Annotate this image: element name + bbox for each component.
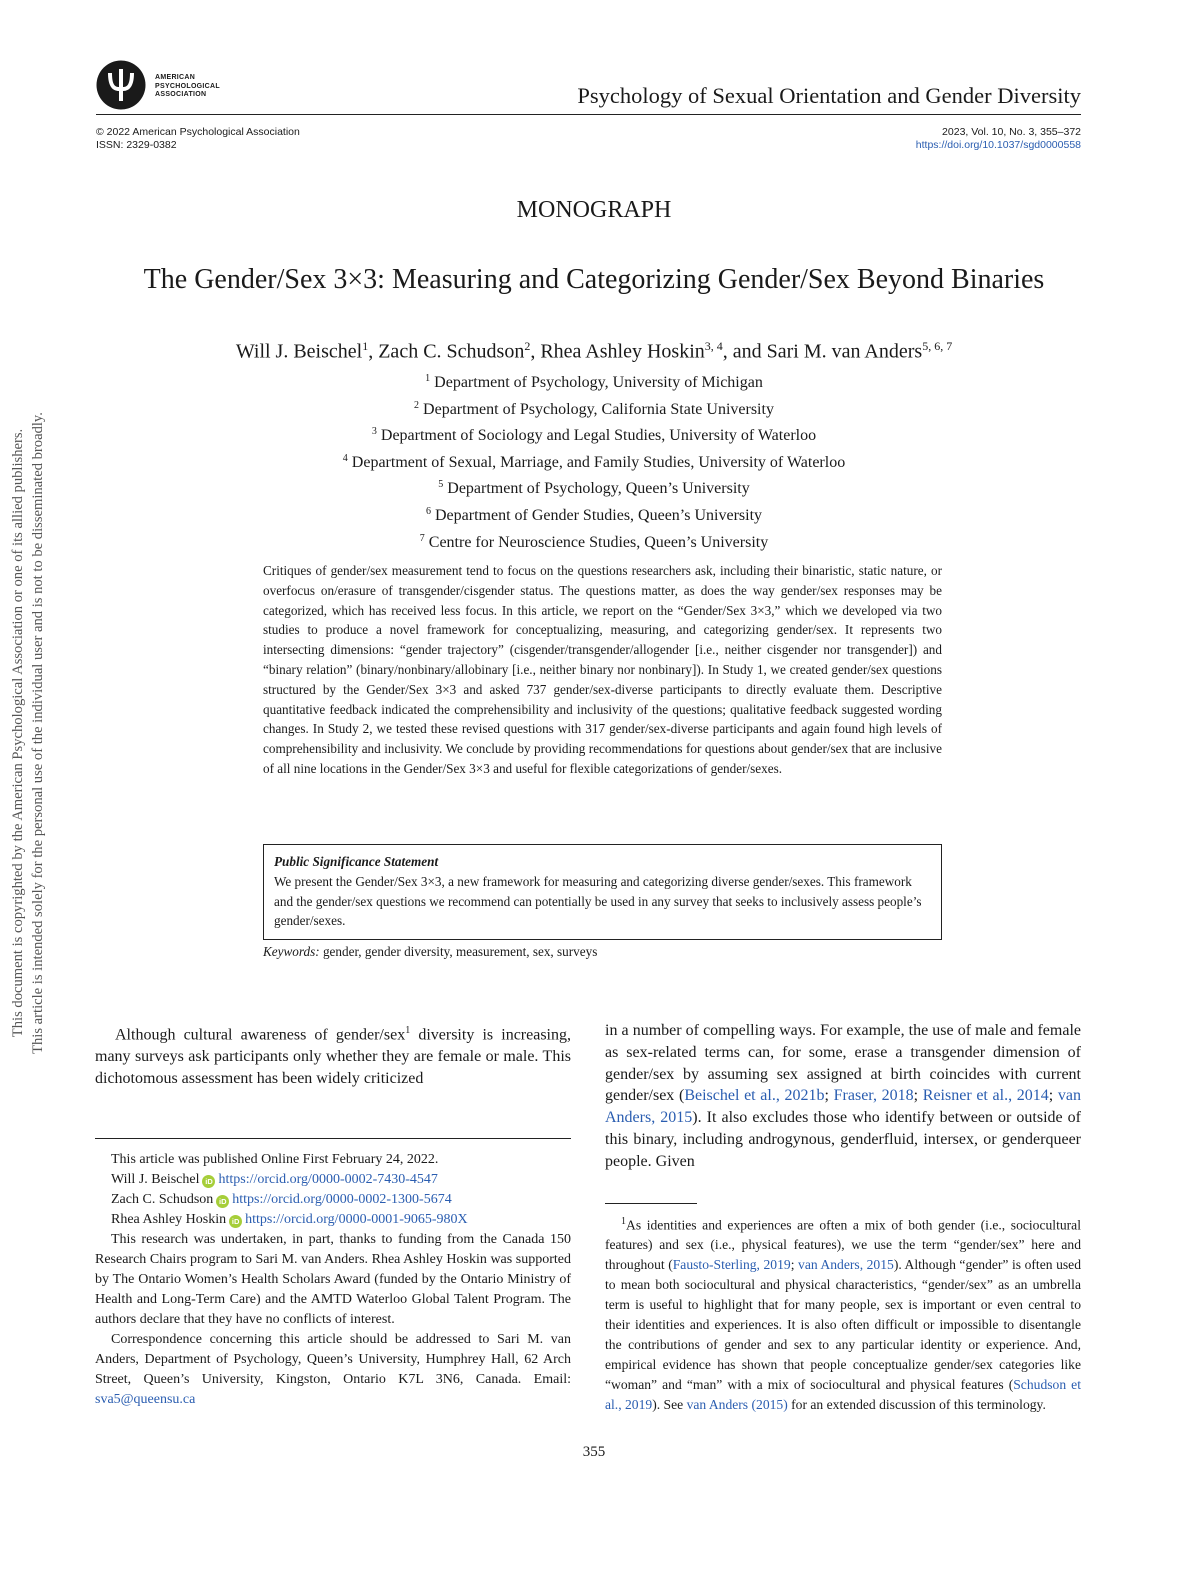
publisher-line: ASSOCIATION bbox=[155, 91, 207, 98]
doi-link[interactable]: https://doi.org/10.1037/sgd0000558 bbox=[915, 139, 1081, 151]
significance-heading: Public Significance Statement bbox=[274, 854, 439, 869]
citation-link[interactable]: van Anders (2015) bbox=[686, 1396, 788, 1412]
affiliation: $^5$ Department of Psychology, Queen’s University bbox=[438, 479, 750, 498]
author-name: Sari M. van Anders bbox=[766, 340, 923, 363]
author-list: Will J. Beischel$^1$, Zach C. Schudson$^2$, Rhea Ashley Hoskin$^{3, 4}$, and Sari M. van Anders$^{5, 6, 7}$ bbox=[235, 339, 953, 363]
header-rule bbox=[96, 114, 1081, 115]
affiliation: $^4$ Department of Sexual, Marriage, and Family Studies, University of Waterloo bbox=[342, 452, 846, 471]
citation-block bbox=[916, 126, 1081, 152]
significance-text: We present the Gender/Sex 3×3, a new framework for measuring and categorizing diverse gender/sexes. This framework and the gender/sex questions we recommend can potentially be used in any survey that seeks to inclusively assess people’s gender/sexes. bbox=[274, 873, 922, 929]
body-text-left: Although cultural awareness of gender/sex$^1$ diversity is increasing, many surveys ask participants only whether they are female or male. This dichotomous assessment has been widely criticized bbox=[95, 1025, 571, 1087]
abstract: Critiques of gender/sex measurement tend to focus on the questions researchers ask, including their binaristic, static nature, or overfocus on/erasure of transgender/cisgender status. The questions matter, as does the way gender/sex responses may be categorized, which has received less focus. In this article, we report on the “Gender/Sex 3×3,” which we developed via two studies to produce a novel framework for conceptualizing, measuring, and categorizing gender/sex. It represents two intersecting dimensions: “gender trajectory” (cisgender/transgender/allogender [i.e., neither cisgender nor transgender]) and “binary relation” (binary/nonbinary/allobinary [i.e., neither binary nor nonbinary]). In Study 1, we created gender/sex questions structured by the Gender/Sex 3×3 and asked 737 gender/sex-diverse participants to directly evaluate them. Descriptive quantitative feedback indicated the comprehensibility and inclusivity of the questions; qualitative feedback suggested wording changes. In Study 2, we tested these revised questions with 317 gender/sex-diverse participants and again found high levels of comprehensibility and inclusivity. We conclude by providing recommendations for questions about gender/sex that are inclusive of all nine locations in the Gender/Sex 3×3 and useful for flexible categorizations of gender/sexes. bbox=[263, 563, 942, 776]
footnote-rule bbox=[605, 1203, 697, 1204]
affiliation-list bbox=[60, 368, 1128, 554]
copyright: © 2022 American Psychological Association bbox=[96, 126, 300, 138]
citation-link[interactable]: van Anders, 2015 bbox=[605, 1087, 1081, 1127]
affiliation: $^1$ Department of Psychology, University of Michigan bbox=[425, 373, 763, 391]
public-significance-box bbox=[263, 844, 942, 940]
author-affiliation-mark: 3, 4 bbox=[704, 339, 723, 353]
orcid-entry: Rhea Ashley Hoskin iD https://orcid.org/0000-0001-9065-980X bbox=[111, 1212, 468, 1227]
orcid-entry: Will J. Beischel iD https://orcid.org/0000-0002-7430-4547 bbox=[111, 1172, 438, 1187]
correspondence-note: Correspondence concerning this article should be addressed to Sari M. van Anders, Department of Psychology, Queen’s University, Humphrey Hall, 62 Arch Street, Queen’s University, Kingston, Ontario K7L 3N6, Canada. Email: sva5@queensu.ca bbox=[95, 1332, 571, 1407]
affiliation: $^6$ Department of Gender Studies, Queen’s University bbox=[425, 505, 763, 524]
keywords bbox=[263, 944, 597, 960]
document-type: MONOGRAPH bbox=[516, 197, 672, 223]
author-name: Will J. Beischel bbox=[235, 340, 363, 363]
email-link[interactable]: sva5@queensu.ca bbox=[95, 1392, 196, 1407]
author-name: Zach C. Schudson bbox=[378, 340, 525, 363]
publisher-line: AMERICAN bbox=[155, 74, 196, 81]
affiliation: $^3$ Department of Sociology and Legal Studies, University of Waterloo bbox=[371, 426, 817, 445]
citation-link[interactable]: van Anders, 2015 bbox=[798, 1257, 894, 1273]
footnote-rule bbox=[95, 1138, 571, 1139]
author-name: Rhea Ashley Hoskin bbox=[540, 340, 705, 363]
publisher-name bbox=[155, 74, 220, 100]
body-text-right: in a number of compelling ways. For example, the use of male and female as sex-related terms can, for some, erase a transgender dimension of gender/sex by assuming sex assigned at birth coincides with current gender/sex (Beischel et al., 2021b; Fraser, 2018; Reisner et al., 2014; van Anders, 2015). It also excludes those who identify between or outside of this binary, including androgynous, genderfluid, intersex, or genderqueer people. Given bbox=[605, 1022, 1082, 1170]
orcid-link[interactable]: https://orcid.org/0000-0002-7430-4547 bbox=[218, 1172, 438, 1187]
author-affiliation-mark: 1 bbox=[362, 339, 369, 353]
author-notes bbox=[95, 1150, 571, 1410]
orcid-entry: Zach C. Schudson iD https://orcid.org/0000-0002-1300-5674 bbox=[111, 1192, 452, 1207]
journal-title: Psychology of Sexual Orientation and Gender Diversity bbox=[577, 83, 1081, 108]
orcid-link[interactable]: https://orcid.org/0000-0001-9065-980X bbox=[245, 1212, 468, 1227]
issn: ISSN: 2329-0382 bbox=[96, 139, 177, 151]
orcid-link[interactable]: https://orcid.org/0000-0002-1300-5674 bbox=[232, 1192, 452, 1207]
article-title: The Gender/Sex 3×3: Measuring and Categorizing Gender/Sex Beyond Binaries bbox=[143, 264, 1045, 295]
funding-note: This research was undertaken, in part, thanks to funding from the Canada 150 Research Chairs program to Sari M. van Anders. Rhea Ashley Hoskin was supported by The Ontario Women’s Health Scholars Award (funded by the Ontario Ministry of Health and Long-Term Care) and the AMTD Waterloo Global Talent Program. The authors declare that they have no conflicts of interest. bbox=[95, 1232, 571, 1327]
publisher-line: PSYCHOLOGICAL bbox=[155, 82, 220, 90]
affiliation: $^7$ Centre for Neuroscience Studies, Queen’s University bbox=[419, 532, 769, 551]
footnote-1: $^1$As identities and experiences are often a mix of both gender (i.e., sociocultural features) and sex (i.e., physical features), we use the term “gender/sex” here and throughout (Fausto-Sterling, 2019; van Anders, 2015). Although “gender” is often used to mean both sociocultural and physical characteristics, “gender/sex” as an umbrella term is useful to highlight that for many people, sex is important or even central to their identities and experiences. It is also often difficult or impossible to disentangle the contributions of gender and sex to any particular identity or experience. And, empirical evidence has shown that people conceptualize gender/sex categories like “woman” and “man” with a mix of sociocultural and physical features (Schudson et al., 2019). See van Anders (2015) for an extended discussion of this terminology. bbox=[605, 1216, 1081, 1412]
publication-date-note: This article was published Online First February 24, 2022. bbox=[111, 1152, 439, 1167]
orcid-icon: iD bbox=[216, 1195, 229, 1208]
apa-logo bbox=[96, 60, 146, 110]
footnote-marker[interactable]: 1 bbox=[405, 1025, 411, 1036]
keywords-text: gender, gender diversity, measurement, sex, surveys bbox=[322, 944, 598, 959]
volume-citation: 2023, Vol. 10, No. 3, 355–372 bbox=[942, 126, 1081, 138]
citation-link[interactable]: Schudson et al., 2019 bbox=[605, 1376, 1081, 1412]
author-affiliation-mark: 5, 6, 7 bbox=[922, 339, 953, 353]
citation-link[interactable]: Reisner et al., 2014 bbox=[922, 1087, 1049, 1105]
page-number: 355 bbox=[582, 1444, 606, 1460]
citation-link[interactable]: Fraser, 2018 bbox=[833, 1087, 914, 1105]
keywords-label: Keywords: bbox=[263, 944, 320, 959]
affiliation: $^2$ Department of Psychology, California State University bbox=[414, 399, 774, 418]
orcid-icon: iD bbox=[202, 1175, 215, 1188]
citation-link[interactable]: Fausto-Sterling, 2019 bbox=[672, 1257, 791, 1273]
side-copyright-notice bbox=[8, 0, 48, 1525]
side-notice-line: This document is copyrighted by the American Psychological Association or one of its allied publishers. bbox=[10, 428, 26, 1038]
copyright-block bbox=[96, 126, 300, 152]
citation-link[interactable]: Beischel et al., 2021b bbox=[684, 1087, 825, 1105]
side-notice-line: This article is intended solely for the personal use of the individual user and is not to be disseminated broadly. bbox=[30, 412, 46, 1054]
author-affiliation-mark: 2 bbox=[524, 339, 531, 353]
orcid-icon: iD bbox=[229, 1215, 242, 1228]
